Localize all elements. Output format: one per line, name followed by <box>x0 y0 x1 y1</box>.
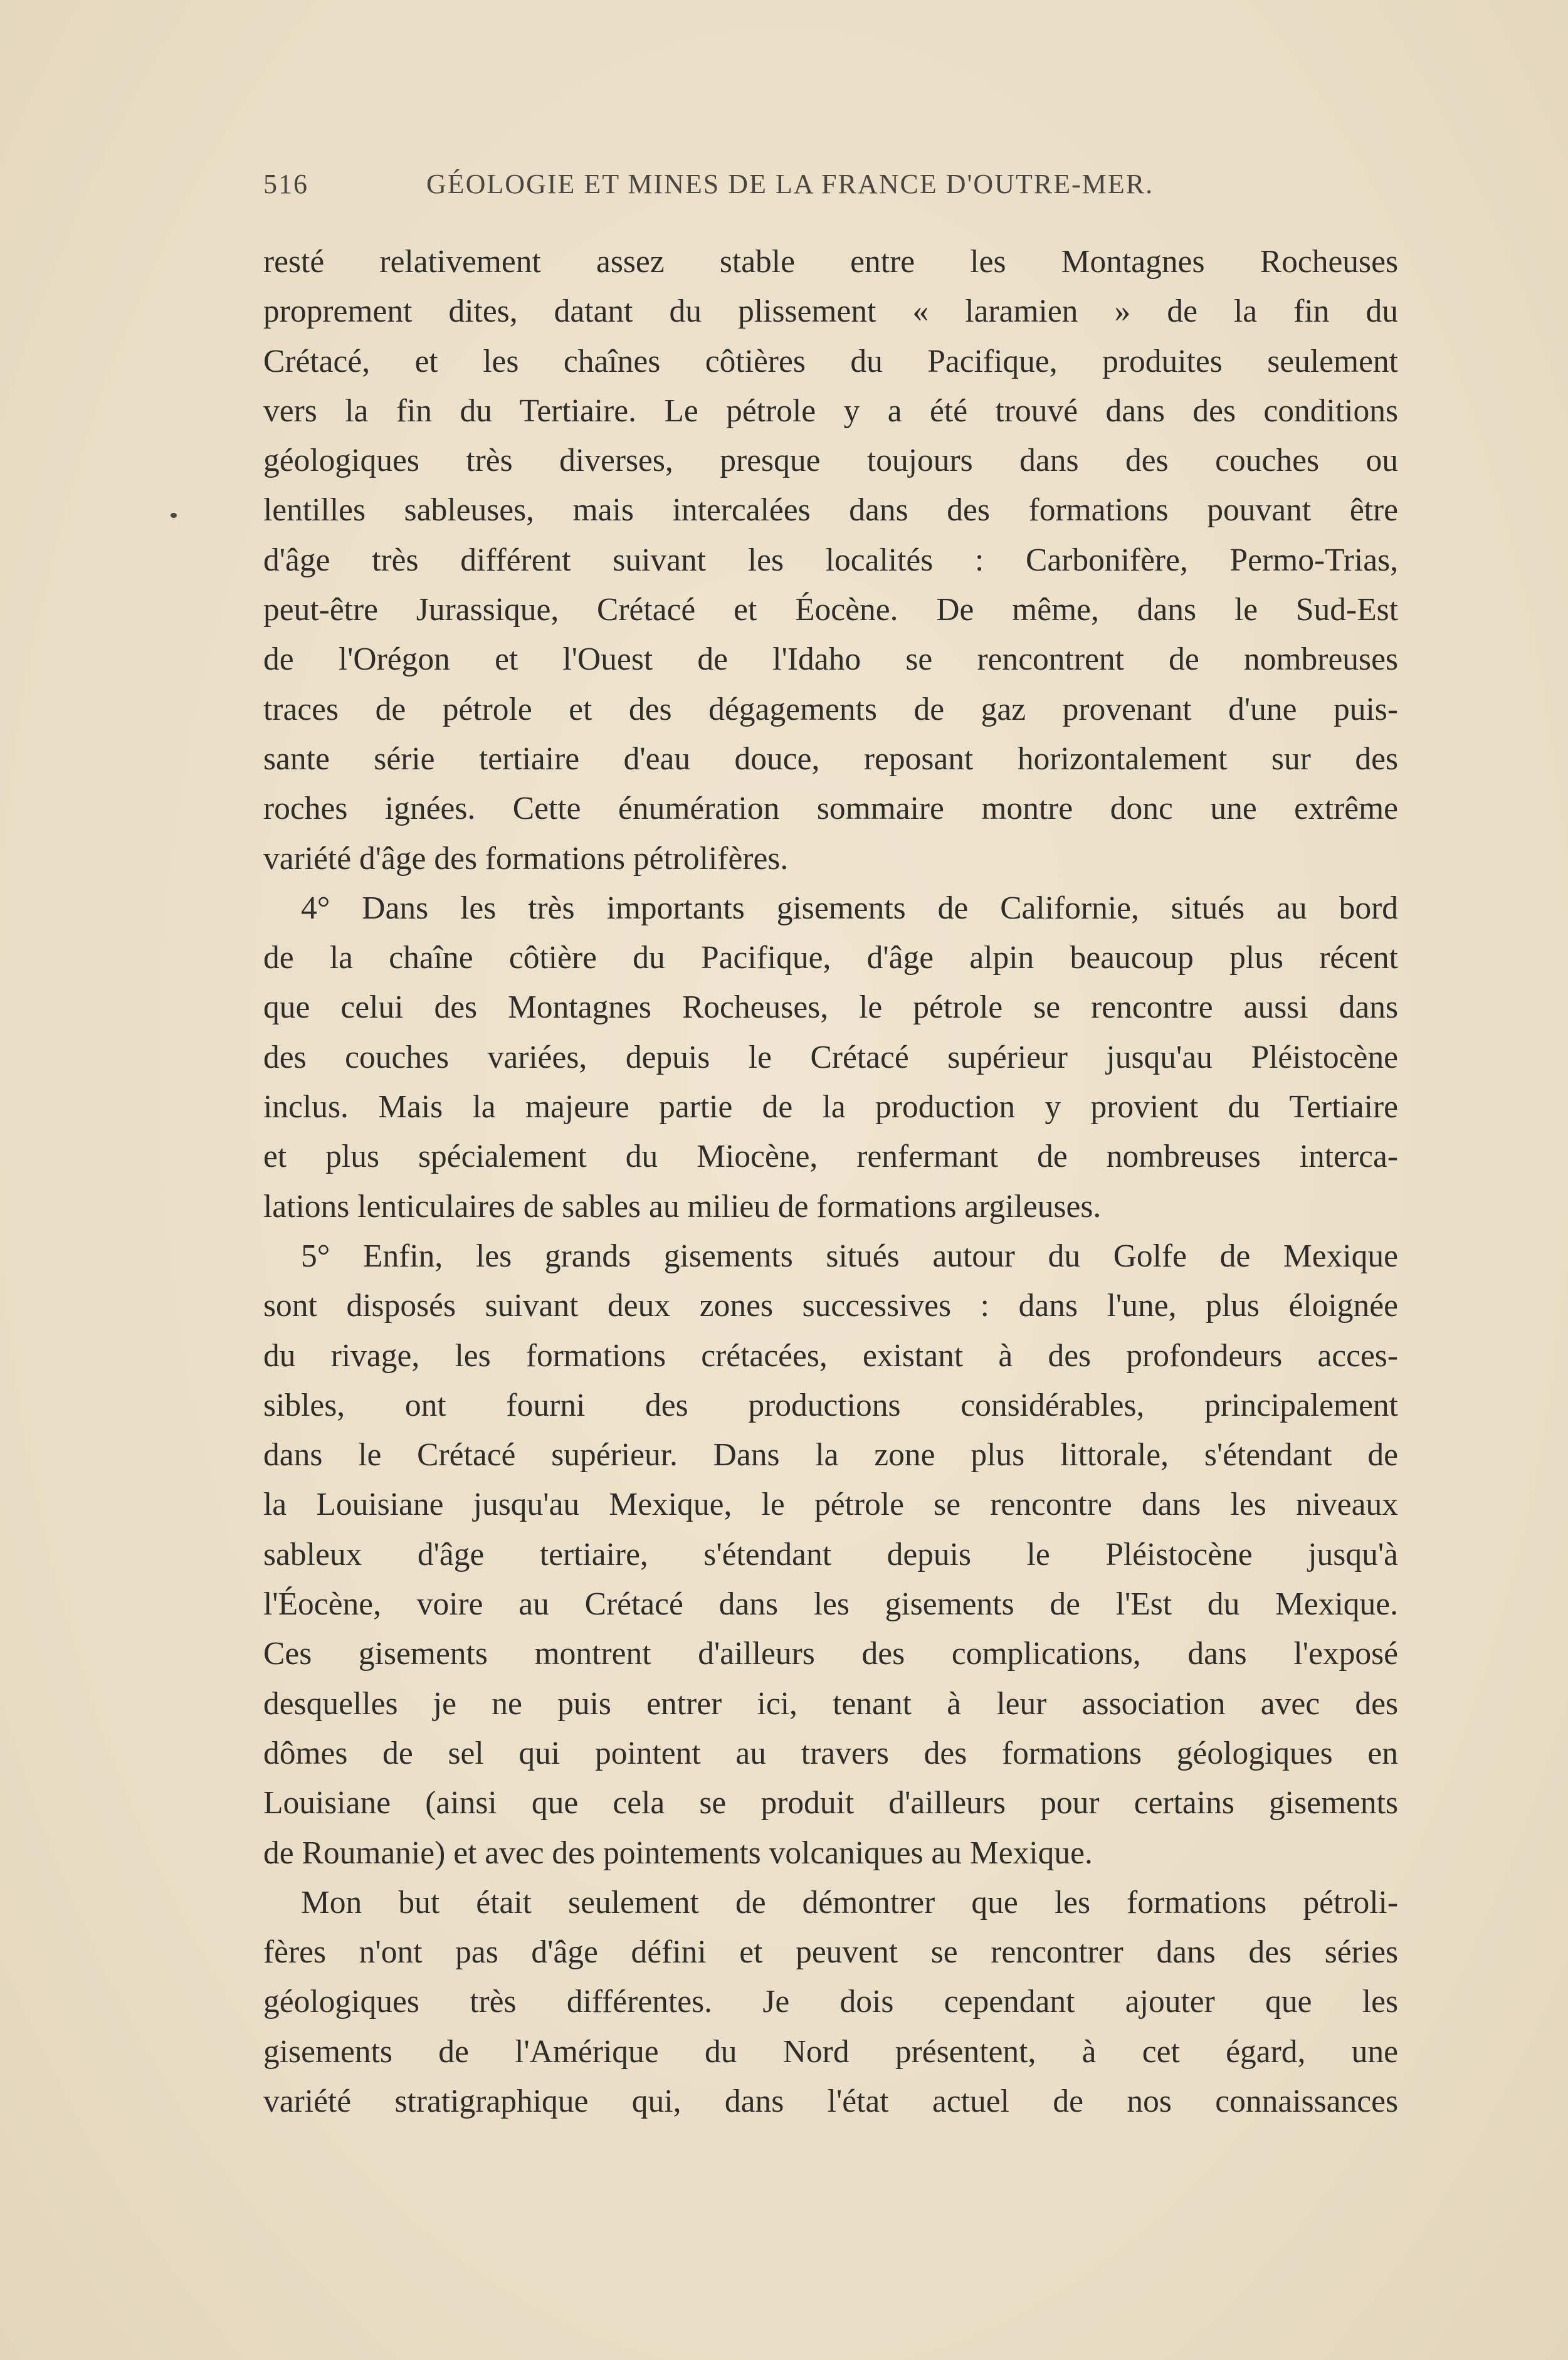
text-line: de Roumanie) et avec des pointements volcaniques au Mexique. <box>263 1835 1093 1871</box>
text-line: desquelles je ne puis entrer ici, tenant à leur association avec des <box>263 1685 1398 1722</box>
page-number: 516 <box>263 169 308 199</box>
text-line: fères n'ont pas d'âge défini et peuvent se rencontrer dans des séries <box>263 1934 1398 1971</box>
text-line: de l'Orégon et l'Ouest de l'Idaho se rencontrent de nombreuses <box>263 641 1398 678</box>
page-header <box>263 168 1266 212</box>
text-line: sante série tertiaire d'eau douce, reposant horizontalement sur des <box>263 740 1398 777</box>
text-line: et plus spécialement du Miocène, renfermant de nombreuses interca- <box>263 1139 1398 1175</box>
text-line: peut-être Jurassique, Crétacé et Éocène. De même, dans le Sud-Est <box>263 592 1398 628</box>
text-line: dômes de sel qui pointent au travers des formations géologiques en <box>263 1735 1398 1771</box>
text-line: Louisiane (ainsi que cela se produit d'ailleurs pour certains gisements <box>263 1785 1398 1821</box>
text-line: de la chaîne côtière du Pacifique, d'âge alpin beaucoup plus récent <box>263 940 1398 976</box>
text-line: sont disposés suivant deux zones successives : dans l'une, plus éloignée <box>263 1288 1398 1324</box>
text-line: roches ignées. Cette énumération sommaire montre donc une extrême <box>263 791 1398 827</box>
text-line: la Louisiane jusqu'au Mexique, le pétrole se rencontre dans les niveaux <box>263 1487 1398 1523</box>
text-line: variété d'âge des formations pétrolifères. <box>263 840 789 877</box>
text-line: 4° Dans les très importants gisements de Californie, situés au bord <box>301 890 1398 926</box>
text-line: du rivage, les formations crétacées, existant à des profondeurs acces- <box>263 1337 1398 1374</box>
text-line: variété stratigraphique qui, dans l'état actuel de nos connaissances <box>263 2083 1398 2119</box>
body-text <box>263 237 1398 2126</box>
running-title: GÉOLOGIE ET MINES DE LA FRANCE D'OUTRE-MER. <box>426 169 1154 199</box>
text-line: lentilles sableuses, mais intercalées dans des formations pouvant être <box>263 492 1398 529</box>
text-line: resté relativement assez stable entre les Montagnes Rocheuses <box>263 244 1398 280</box>
text-line: traces de pétrole et des dégagements de gaz provenant d'une puis- <box>263 691 1398 727</box>
text-line: Ces gisements montrent d'ailleurs des complications, dans l'exposé <box>263 1636 1398 1672</box>
text-line: d'âge très différent suivant les localités : Carbonifère, Permo-Trias, <box>263 542 1398 578</box>
margin-mark <box>171 513 177 518</box>
text-line: dans le Crétacé supérieur. Dans la zone plus littorale, s'étendant de <box>263 1437 1398 1473</box>
text-line: géologiques très différentes. Je dois cependant ajouter que les <box>263 1984 1398 2020</box>
text-line: l'Éocène, voire au Crétacé dans les gisements de l'Est du Mexique. <box>263 1586 1398 1623</box>
text-line: géologiques très diverses, presque toujours dans des couches ou <box>263 443 1398 479</box>
text-line: proprement dites, datant du plissement « laramien » de la fin du <box>263 293 1398 330</box>
text-line: sibles, ont fourni des productions considérables, principalement <box>263 1387 1398 1423</box>
text-line: Crétacé, et les chaînes côtières du Pacifique, produites seulement <box>263 343 1398 379</box>
text-line: sableux d'âge tertiaire, s'étendant depuis le Pléistocène jusqu'à <box>263 1536 1398 1572</box>
text-line: inclus. Mais la majeure partie de la production y provient du Tertiaire <box>263 1089 1398 1125</box>
text-line: des couches variées, depuis le Crétacé supérieur jusqu'au Pléistocène <box>263 1039 1398 1075</box>
text-line: lations lenticulaires de sables au milieu de formations argileuses. <box>263 1188 1102 1225</box>
text-line: Mon but était seulement de démontrer que les formations pétroli- <box>301 1884 1398 1920</box>
text-line: gisements de l'Amérique du Nord présentent, à cet égard, une <box>263 2033 1398 2070</box>
text-line: que celui des Montagnes Rocheuses, le pétrole se rencontre aussi dans <box>263 989 1398 1026</box>
text-line: 5° Enfin, les grands gisements situés autour du Golfe de Mexique <box>301 1238 1398 1274</box>
text-line: vers la fin du Tertiaire. Le pétrole y a été trouvé dans des conditions <box>263 392 1398 429</box>
